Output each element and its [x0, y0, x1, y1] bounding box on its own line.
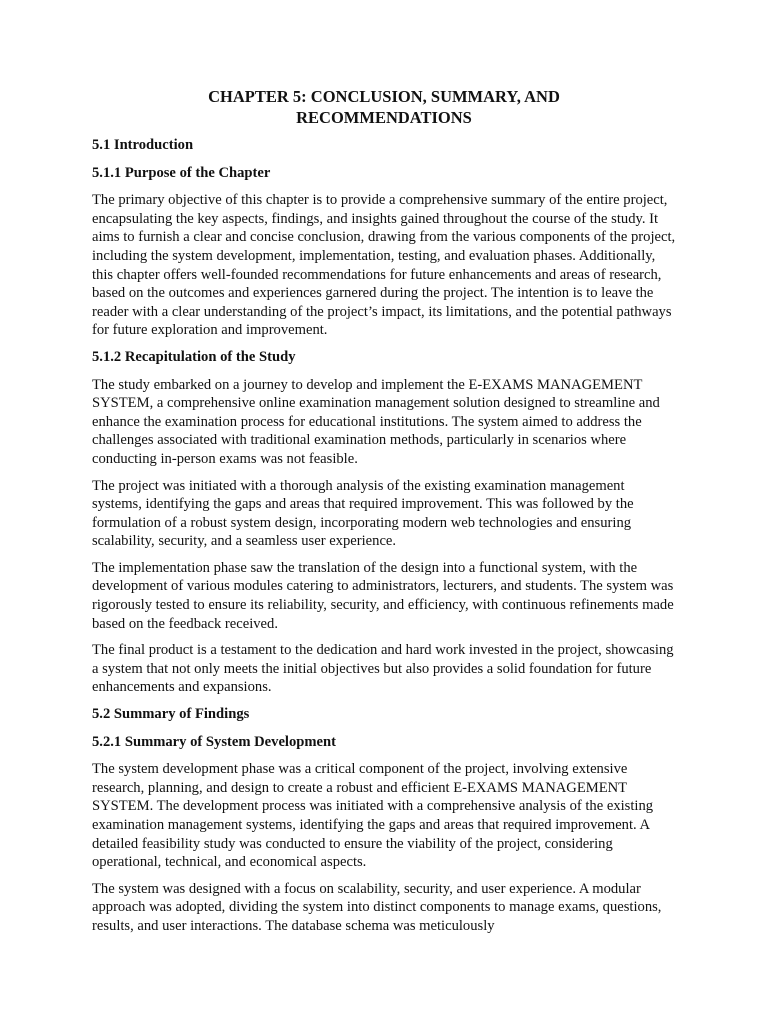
paragraph-recap-2: The project was initiated with a thorough analysis of the existing examination management systems, identifying the gaps and areas that required improvement. This was followed by the formulation of a robust system design, incorporating modern web technologies and ensuring scalability, security, and a seamless user experience.: [92, 477, 634, 550]
paragraph-recap-3: The implementation phase saw the translation of the design into a functional system, with the development of various modules catering to administrators, lecturers, and students. The system was rigorously tested to ensure its reliability, security, and efficiency, with continuous refinements made based on the feedback received.: [92, 559, 674, 632]
paragraph-system-development-2: The system was designed with a focus on scalability, security, and user experience. A modular approach was adopted, dividing the system into distinct components to manage exams, questions, results, and user interactions. The database schema was meticulously: [92, 880, 662, 934]
subsection-heading-purpose: 5.1.1 Purpose of the Chapter: [92, 164, 271, 181]
section-heading-findings: 5.2 Summary of Findings: [92, 706, 250, 723]
chapter-title-line-1: CHAPTER 5: CONCLUSION, SUMMARY, AND: [208, 87, 560, 106]
paragraph-system-development-1: The system development phase was a critical component of the project, involving extensive research, planning, and design to create a robust and efficient E-EXAMS MANAGEMENT SYSTEM. The development process was initiated with a comprehensive analysis of the existing examination management systems, identifying the gaps and areas that required improvement. A detailed feasibility study was conducted to ensure the viability of the project, considering operational, technical, and economical aspects.: [92, 761, 654, 871]
paragraph-purpose: The primary objective of this chapter is to provide a comprehensive summary of the entire project, encapsulating the key aspects, findings, and insights gained throughout the course of the study. It aims to furnish a clear and concise conclusion, drawing from the various components of the project, including the system development, implementation, testing, and evaluation phases. Additionally, this chapter offers well-founded recommendations for future enhancements and areas of research, based on the outcomes and experiences garnered during the project. The intention is to leave the reader with a clear understanding of the project’s impact, its limitations, and the potential pathways for future exploration and improvement.: [92, 192, 676, 339]
paragraph-recap-4: The final product is a testament to the dedication and hard work invested in the project, showcasing a system that not only meets the initial objectives but also provides a solid foundation for future enhancements and expansions.: [92, 642, 674, 696]
paragraph-recap-1: The study embarked on a journey to develop and implement the E-EXAMS MANAGEMENT SYSTEM, a comprehensive online examination management solution designed to streamline and enhance the examination process for educational institutions. The system aimed to address the challenges associated with traditional examination methods, particularly in scenarios where conducting in-person exams was not feasible.: [92, 376, 660, 467]
subsection-heading-system-development: 5.2.1 Summary of System Development: [92, 733, 337, 750]
chapter-title-line-2: RECOMMENDATIONS: [296, 108, 472, 127]
subsection-heading-recapitulation: 5.1.2 Recapitulation of the Study: [92, 348, 296, 365]
chapter-title: [92, 86, 676, 128]
section-heading-introduction: 5.1 Introduction: [92, 137, 194, 153]
